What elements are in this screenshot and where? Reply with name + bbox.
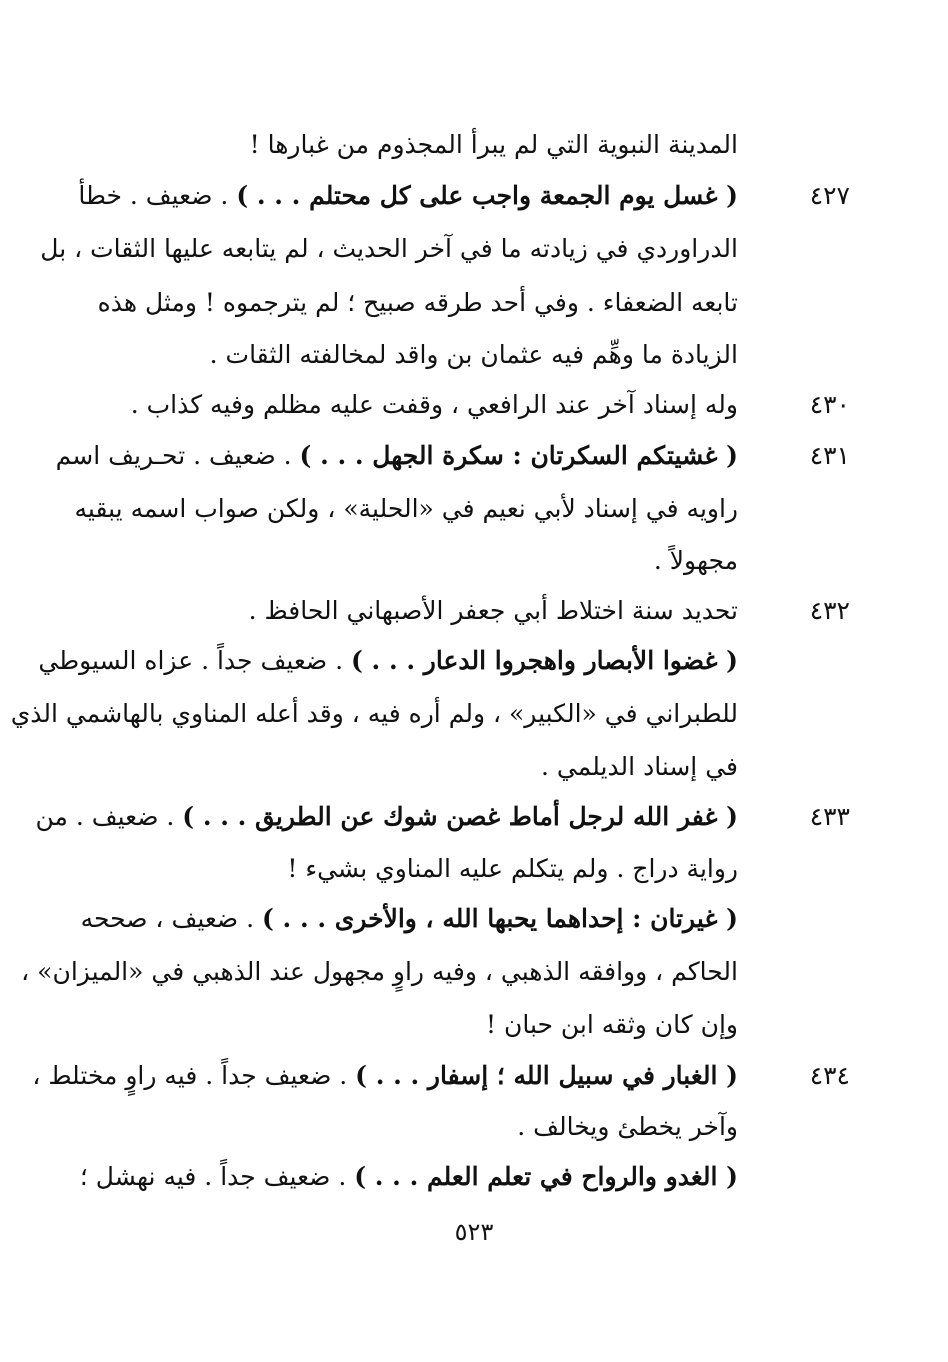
hadith-text: ( غضوا الأبصار واهجروا الدعار . . . ) [351,646,738,675]
text-line: في إسناد الديلمي . [541,752,738,781]
text-line: وله إسناد آخر عند الرافعي ، وقفت عليه مظلم وفيه كذاب . [130,390,738,419]
entry-number: ٤٣١ [809,441,850,470]
text-line: للطبراني في «الكبير» ، ولم أره فيه ، وقد أعله المناوي بالهاشمي الذي [10,699,738,728]
text-line: تحديد سنة اختلاط أبي جعفر الأصبهاني الحافظ . [248,596,738,625]
text-line: الزيادة ما وهِّم فيه عثمان بن واقد لمخالفته الثقات . [209,340,738,369]
entry-number: ٤٢٧ [809,181,850,210]
text-line: الحاكم ، ووافقه الذهبي ، وفيه راوٍ مجهول عند الذهبي في «الميزان» ، [21,957,738,986]
entry-number: ٤٣٤ [809,1061,850,1090]
text-line: المدينة النبوية التي لم يبرأ المجذوم من غبارها ! [249,130,738,159]
text-line: وآخر يخطئ ويخالف . [517,1112,738,1141]
hadith-entry-line: ( غضوا الأبصار واهجروا الدعار . . . ) . ضعيف جداً . عزاه السيوطي [38,646,738,675]
hadith-entry-line: ( الغدو والرواح في تعلم العلم . . . ) . ضعيف جداً . فيه نهشل ؛ [79,1162,738,1191]
hadith-text: ( غسل يوم الجمعة واجب على كل محتلم . . . ) [236,181,738,210]
text-line: رواية دراج . ولم يتكلم عليه المناوي بشيء ! [287,854,738,883]
hadith-text: ( غفر الله لرجل أماط غصن شوك عن الطريق . . . ) [182,802,738,831]
hadith-entry-line: ( غسل يوم الجمعة واجب على كل محتلم . . . ) . ضعيف . خطأ [78,181,738,210]
text-line: مجهولاً . [653,546,738,575]
page-number: ٥٢٣ [454,1218,494,1246]
entry-number: ٤٣٠ [809,390,850,419]
text-line: تابعه الضعفاء . وفي أحد طرقه صبيح ؛ لم يترجموه ! ومثل هذه [97,288,738,317]
text-line: راويه في إسناد لأبي نعيم في «الحلية» ، ولكن صواب اسمه يبقيه [74,494,738,523]
hadith-text: ( غشيتكم السكرتان : سكرة الجهل . . . ) [299,441,738,470]
entry-number: ٤٣٢ [809,596,850,625]
entry-number: ٤٣٣ [809,802,850,831]
hadith-entry-line: ( غيرتان : إحداهما يحبها الله ، والأخرى . . . ) . ضعيف ، صححه [80,904,738,933]
hadith-text: ( الغدو والرواح في تعلم العلم . . . ) [354,1162,738,1191]
hadith-entry-line: ( غشيتكم السكرتان : سكرة الجهل . . . ) . ضعيف . تحـريف اسم [55,441,738,470]
text-line: الدراوردي في زيادته ما في آخر الحديث ، لم يتابعه عليها الثقات ، بل [40,234,738,263]
hadith-text: ( غيرتان : إحداهما يحبها الله ، والأخرى . . . ) [262,904,738,933]
hadith-entry-line: ( غفر الله لرجل أماط غصن شوك عن الطريق . . . ) . ضعيف . من [35,802,738,831]
hadith-text: ( الغبار في سبيل الله ؛ إسفار . . . ) [355,1061,738,1090]
hadith-entry-line: ( الغبار في سبيل الله ؛ إسفار . . . ) . ضعيف جداً . فيه راوٍ مختلط ، [32,1061,738,1090]
text-line: وإن كان وثقه ابن حبان ! [485,1010,738,1039]
